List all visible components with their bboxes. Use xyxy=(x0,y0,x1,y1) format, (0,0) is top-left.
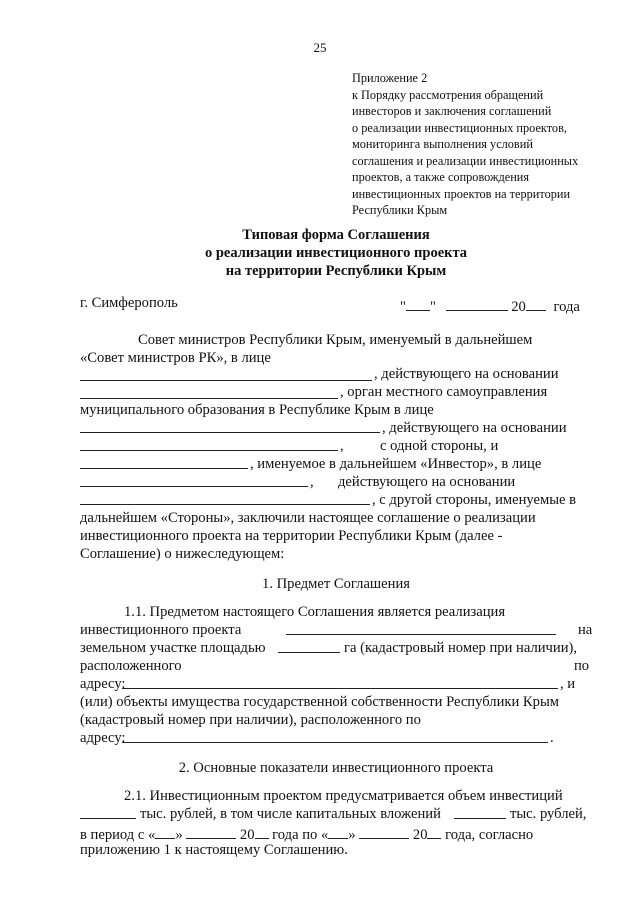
preamble-line: , действующего на основании xyxy=(374,366,559,382)
day-blank[interactable] xyxy=(406,295,430,311)
title-line: на территории Республики Крым xyxy=(225,263,447,279)
end-month-blank[interactable] xyxy=(359,824,409,839)
section-1-line: (или) объекты имущества государственной собственности Республики Крым xyxy=(80,694,559,710)
section-1-line: на xyxy=(578,622,593,638)
start-month-blank[interactable] xyxy=(186,824,236,839)
investment-volume-blank[interactable] xyxy=(80,804,136,819)
section-1-line: инвестиционного проекта xyxy=(80,622,242,638)
section-1-heading: 1. Предмет Соглашения xyxy=(262,576,410,592)
place: г. Симферополь xyxy=(80,295,178,311)
preamble-line: действующего на основании xyxy=(338,474,516,490)
section-2-line: тыс. рублей, в том числе капитальных вложений xyxy=(140,806,441,822)
section-1-line: га (кадастровый номер при наличии), xyxy=(344,640,578,656)
year-blank[interactable] xyxy=(526,295,546,311)
preamble-line: с одной стороны, и xyxy=(380,438,499,454)
capital-investment-blank[interactable] xyxy=(454,804,506,819)
section-1-line: . xyxy=(550,730,554,746)
municipal-representative-blank[interactable] xyxy=(80,418,380,433)
property-address-blank[interactable] xyxy=(122,728,548,743)
preamble-line: Совет министров Республики Крым, именуемый в дальнейшем xyxy=(138,332,533,348)
section-2-line: 2.1. Инвестиционным проектом предусматривается объем инвестиций xyxy=(124,788,563,804)
section-1-line: по xyxy=(574,658,590,674)
preamble-line: Соглашение) о нижеследующем: xyxy=(80,546,285,562)
investor-basis-blank[interactable] xyxy=(80,490,370,505)
representative-name-blank[interactable] xyxy=(80,366,372,381)
end-year-blank[interactable] xyxy=(427,824,441,839)
appendix-line: проектов, а также сопровождения xyxy=(352,170,530,184)
year-suffix: года xyxy=(553,299,580,315)
appendix-line: Республики Крым xyxy=(352,203,448,217)
appendix-line: к Порядку рассмотрения обращений xyxy=(352,87,544,102)
investor-representative-blank[interactable] xyxy=(80,472,308,487)
section-2-heading: 2. Основные показатели инвестиционного проекта xyxy=(178,760,494,776)
appendix-line: о реализации инвестиционных проектов, xyxy=(352,120,567,135)
appendix-line: мониторинга выполнения условий xyxy=(352,137,533,151)
preamble-line: «Совет министров РК», в лице xyxy=(80,350,271,366)
project-name-blank[interactable] xyxy=(286,620,556,635)
appendix-note xyxy=(352,70,578,219)
preamble-line: дальнейшем «Стороны», заключили настоящее соглашение о реализации xyxy=(80,510,536,526)
period-tail: года, согласно xyxy=(445,827,534,843)
start-year-blank[interactable] xyxy=(255,824,269,839)
end-year-prefix: 20 xyxy=(412,827,428,843)
date-quote-close: " xyxy=(429,299,436,315)
title-line: о реализации инвестиционного проекта xyxy=(204,245,468,261)
preamble-line: , с другой стороны, именуемые в xyxy=(372,492,577,508)
start-day-blank[interactable] xyxy=(155,824,175,839)
quote-close: » xyxy=(175,827,183,843)
basis-document-blank[interactable] xyxy=(80,384,338,399)
period-from-label: в период с « xyxy=(80,827,156,843)
appendix-line: соглашения и реализации инвестиционных xyxy=(352,153,579,168)
document-title xyxy=(0,226,640,280)
section-1-line: (кадастровый номер при наличии), расположенного по xyxy=(80,712,421,728)
land-address-blank[interactable] xyxy=(122,674,558,689)
preamble-line: , действующего на основании xyxy=(382,420,567,436)
land-area-blank[interactable] xyxy=(278,638,340,653)
section-1-line: адресу: xyxy=(80,730,126,746)
preamble-comma: , xyxy=(340,438,344,454)
section-1-line: 1.1. Предметом настоящего Соглашения является реализация xyxy=(124,604,506,620)
title-line: Типовая форма Соглашения xyxy=(242,227,430,243)
investor-name-blank[interactable] xyxy=(80,454,248,469)
month-blank[interactable] xyxy=(446,295,508,311)
appendix-line: инвестиционных проектов на территории xyxy=(352,186,571,201)
year-prefix: 20 xyxy=(511,299,526,315)
section-1-line: адресу: xyxy=(80,676,126,692)
preamble-line: , именуемое в дальнейшем «Инвестор», в лице xyxy=(250,456,542,472)
section-2-line: тыс. рублей, xyxy=(510,806,587,822)
appendix-line: Приложение 2 xyxy=(352,71,428,85)
section-1-line: земельном участке площадью xyxy=(80,640,266,656)
start-year-prefix: 20 xyxy=(239,827,255,843)
preamble-line: муниципального образования в Республике Крым в лице xyxy=(80,402,434,418)
appendix-line: инвесторов и заключения соглашений xyxy=(352,104,552,118)
end-day-blank[interactable] xyxy=(328,824,348,839)
period-to-label: года по « xyxy=(272,827,329,843)
preamble-line: , орган местного самоуправления xyxy=(340,384,548,400)
section-2-period xyxy=(80,824,533,844)
preamble-line: инвестиционного проекта на территории Республики Крым (далее - xyxy=(80,528,503,544)
date-field xyxy=(400,295,580,316)
section-1-line: расположенного xyxy=(80,658,182,674)
section-1-line: , и xyxy=(560,676,576,692)
page-number: 25 xyxy=(313,40,327,55)
date-quote-open: " xyxy=(400,299,406,315)
quote-close: » xyxy=(348,827,356,843)
municipal-basis-blank[interactable] xyxy=(80,436,338,451)
preamble-comma: , xyxy=(310,474,314,490)
section-2-line: приложению 1 к настоящему Соглашению. xyxy=(80,842,348,858)
